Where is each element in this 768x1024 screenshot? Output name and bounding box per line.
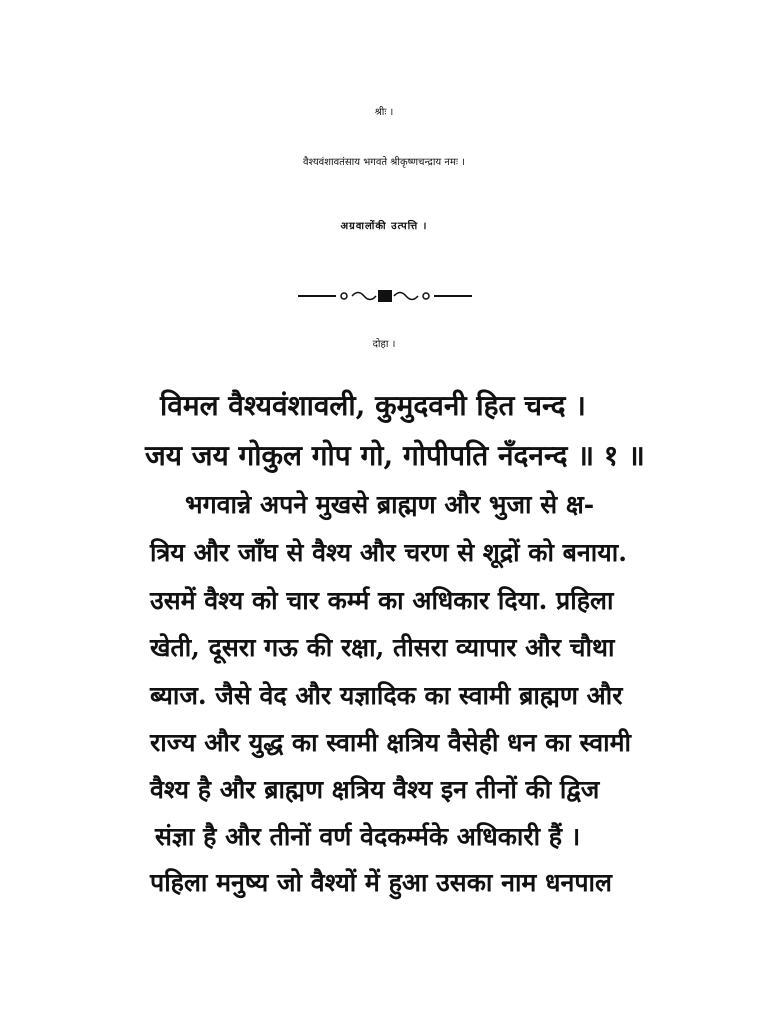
body-line: त्रिय और जाँघ से वैश्य और चरण से शूद्रों को बनाया. [150,538,627,567]
verse-line: विमल वैश्यवंशावली, कुमुदवनी हित चन्द । [160,389,586,422]
verse-line: जय जय गोकुल गोप गो, गोपीपति नँदनन्द ॥ १ ॥ [145,439,645,472]
body-line: उसमें वैश्य को चार कर्म्म का अधिकार दिया. प्रहिला [150,586,614,615]
body-line: पहिला मनुष्य जो वैश्यों में हुआ उसका नाम धनपाल [150,868,612,897]
doha-label: दोहा । [372,339,396,350]
ornament-divider-icon [296,286,474,306]
body-line: संज्ञा है और तीनों वर्ण वेदकर्म्मके अधिकारी हैं । [155,822,581,851]
invocation-line: वैश्यवंशावतंसाय भगवते श्रीकृष्णचन्द्राय नमः । [303,157,465,168]
body-line: भगवान्ने अपने मुखसे ब्राह्मण और भुजा से क्ष- [185,490,595,519]
body-line: खेती, दूसरा गऊ की रक्षा, तीसरा व्यापार और चौथा [150,633,615,662]
body-line: वैश्य है और ब्राह्मण क्षत्रिय वैश्य इन तीनों की द्विज [150,775,600,804]
shri-heading: श्रीः । [374,107,394,118]
body-line: राज्य और युद्ध का स्वामी क्षत्रिय वैसेही धन का स्वामी [150,728,632,757]
page-title: अग्रवालोंकी उत्पत्ति । [340,221,428,232]
body-line: ब्याज. जैसे वेद और यज्ञादिक का स्वामी ब्राह्मण और [150,681,623,710]
